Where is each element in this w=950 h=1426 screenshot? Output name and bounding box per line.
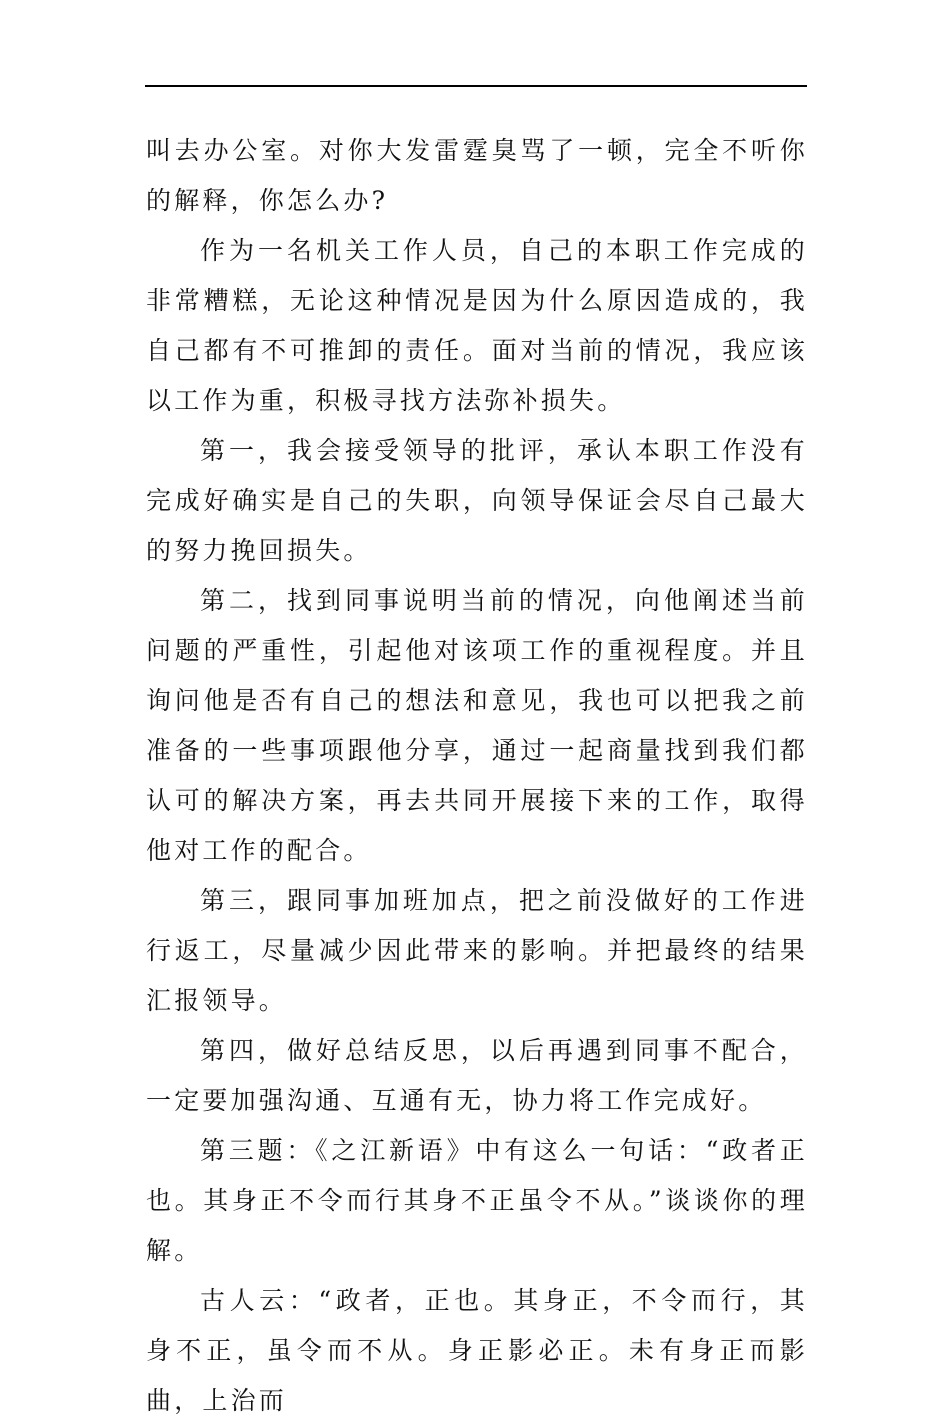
paragraph-point-three: 第三，跟同事加班加点，把之前没做好的工作进行返工，尽量减少因此带来的影响。并把最终的结果汇报领导。 [146,886,808,1015]
paragraph-answer-intro: 作为一名机关工作人员，自己的本职工作完成的非常糟糕，无论这种情况是因为什么原因造成的，我自己都有不可推卸的责任。面对当前的情况，我应该以工作为重，积极寻找方法弥补损失。 [146,236,808,415]
paragraph-point-one: 第一，我会接受领导的批评，承认本职工作没有完成好确实是自己的失职，向领导保证会尽自己最大的努力挽回损失。 [146,436,808,565]
paragraph-point-four: 第四，做好总结反思，以后再遇到同事不配合，一定要加强沟通、互通有无，协力将工作完成好。 [146,1036,808,1115]
document-body [146,126,808,1426]
paragraph-question-continuation: 叫去办公室。对你大发雷霆臭骂了一顿，完全不听你的解释，你怎么办? [146,136,808,215]
paragraph-question-three: 第三题：《之江新语》中有这么一句话：“政者正也。其身正不令而行其身不正虽令不从。”谈谈你的理解。 [146,1136,808,1265]
paragraph-point-two: 第二，找到同事说明当前的情况，向他阐述当前问题的严重性，引起他对该项工作的重视程度。并且询问他是否有自己的想法和意见，我也可以把我之前准备的一些事项跟他分享，通过一起商量找到我们都认可的解决方案，再去共同开展接下来的工作，取得他对工作的配合。 [146,586,808,865]
paragraph-answer-three: 古人云：“政者，正也。其身正，不令而行，其身不正，虽令而不从。身正影必正。未有身正而影曲，上治而 [146,1286,808,1415]
header-rule [145,85,807,87]
